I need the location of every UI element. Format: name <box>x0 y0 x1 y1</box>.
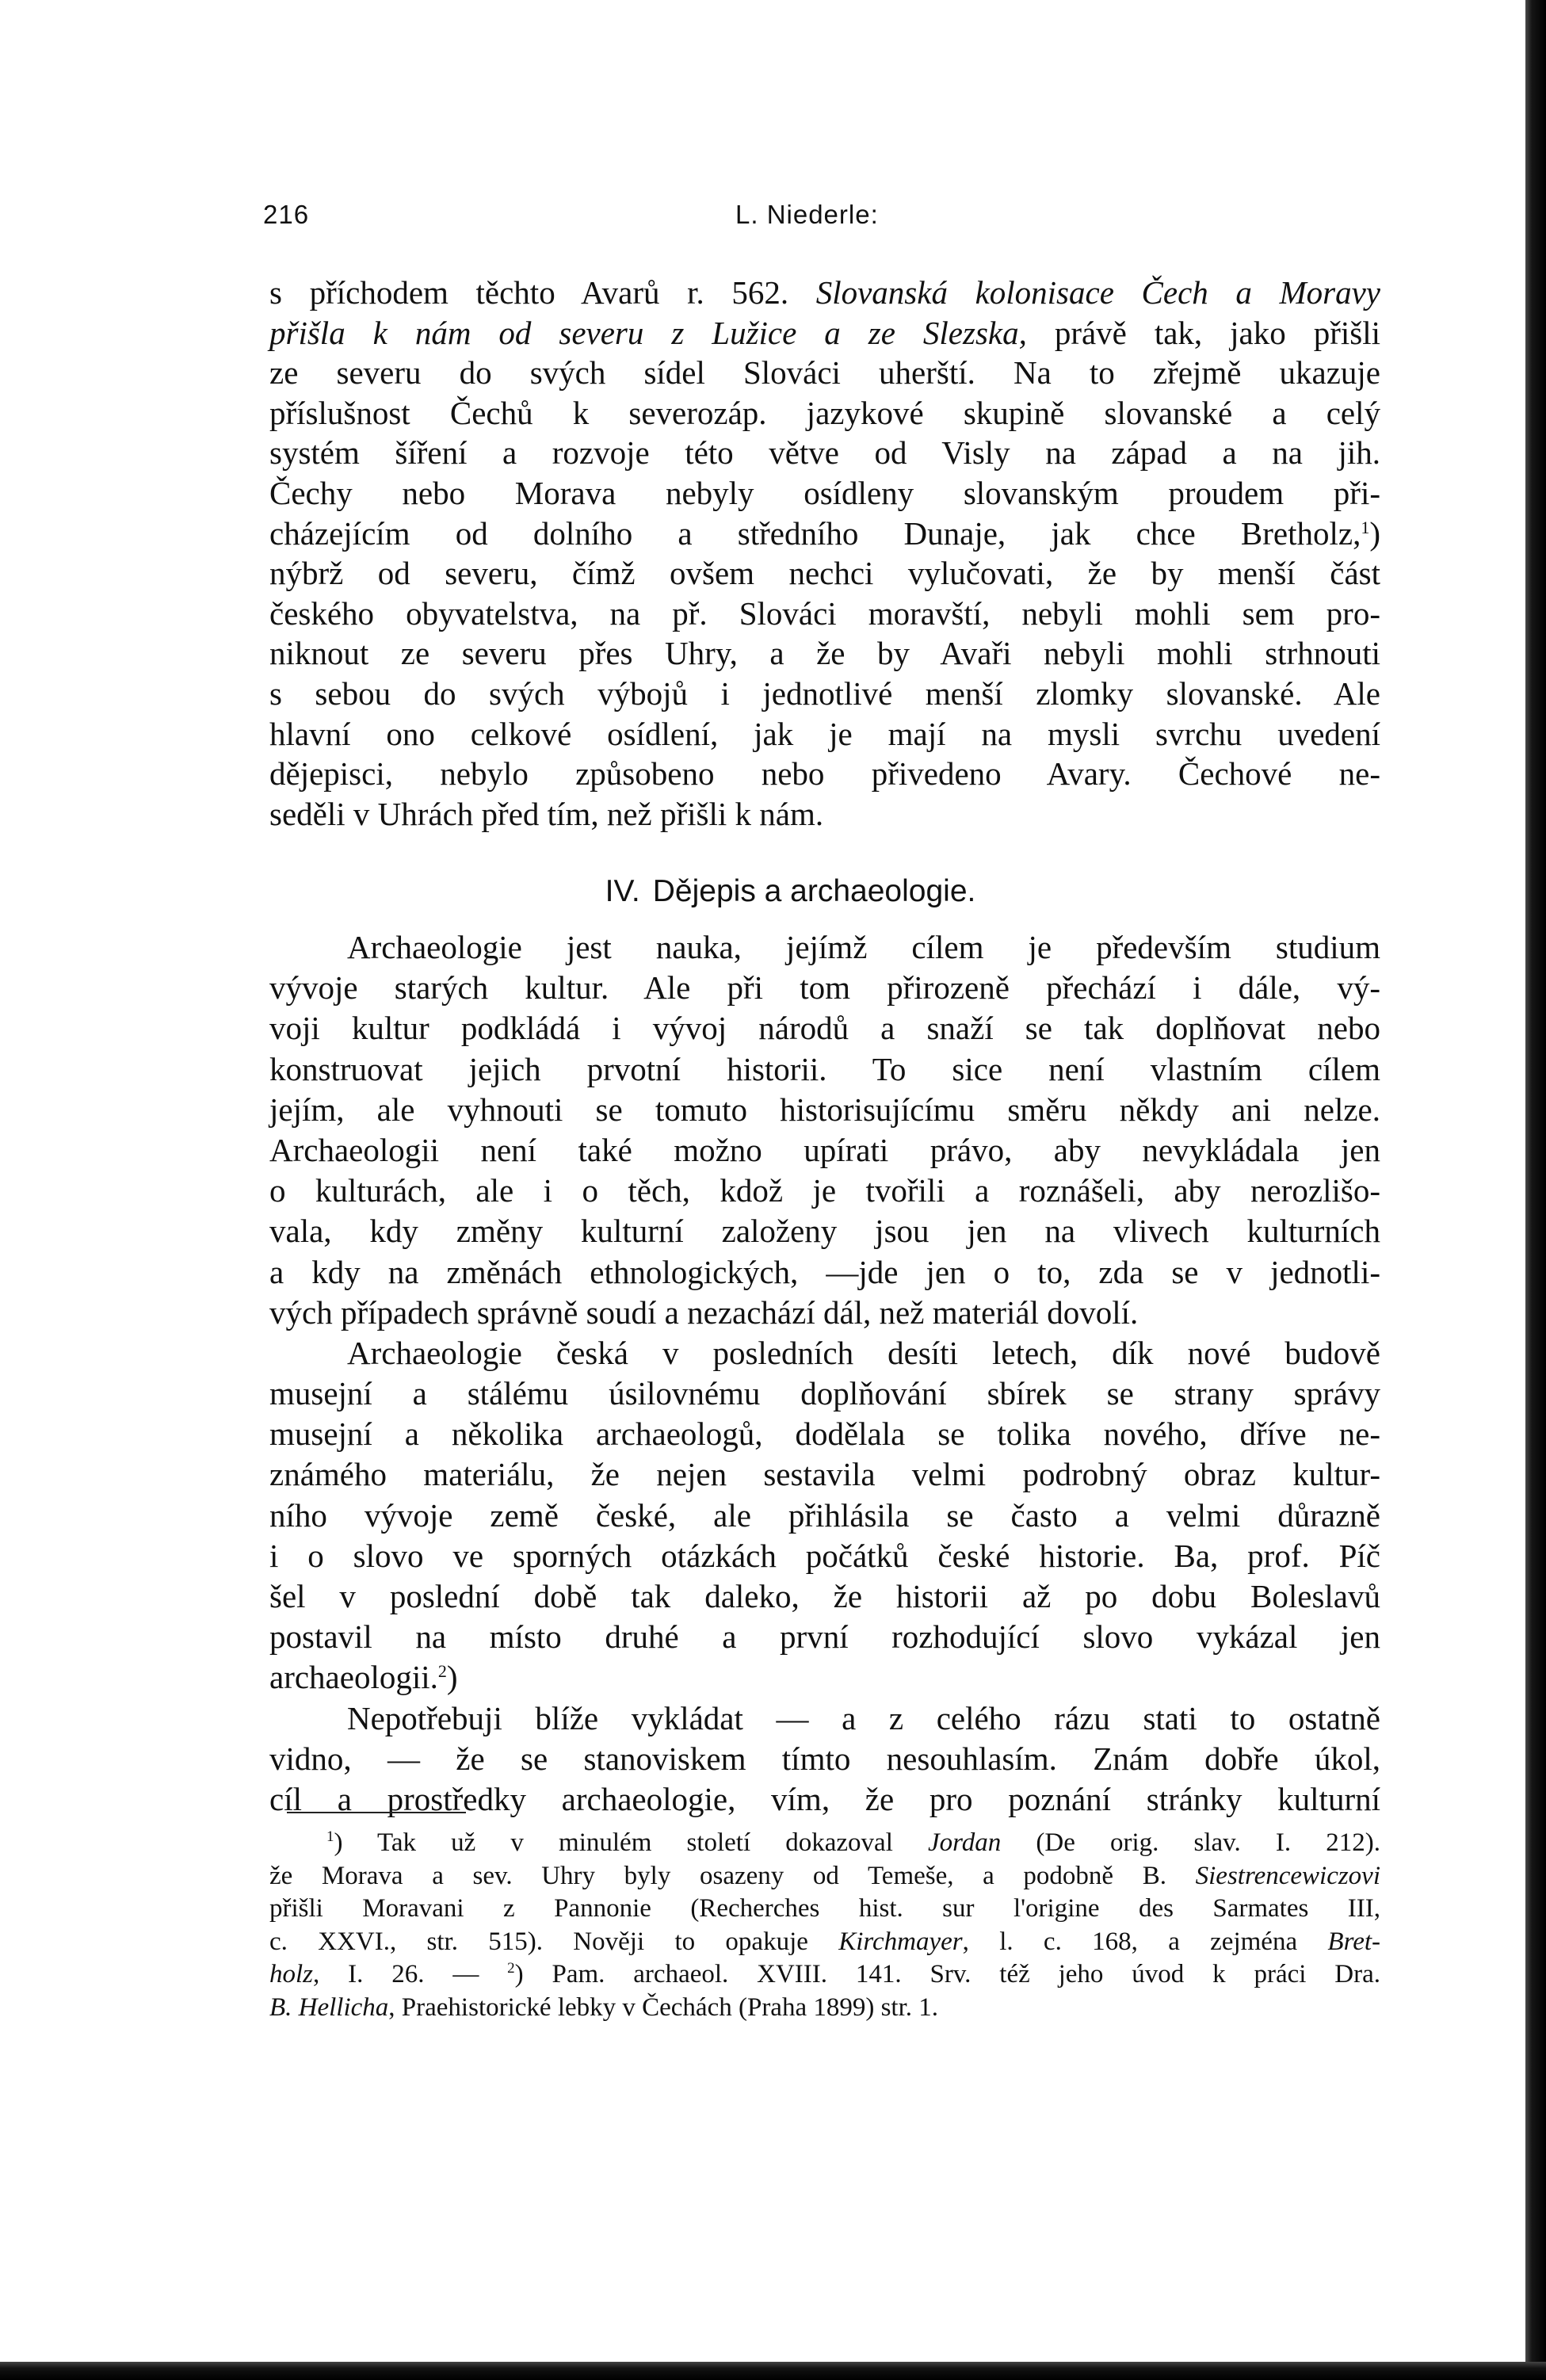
text-line: Archaeologii není také možno upírati právo, aby nevykládala jen <box>269 1131 1380 1168</box>
footnote-line: holz, I. 26. — $^2$) Pam. archaeol. XVIII. 141. Srv. též jeho úvod k práci Dra. <box>269 1960 1380 1989</box>
italic-phrase: přišla k nám od severu z Lužice a ze Slezska, <box>269 314 1055 351</box>
section-numeral: IV. <box>605 874 640 908</box>
text-line: postavil na místo druhé a první rozhodující slovo vykázal jen <box>269 1618 1380 1656</box>
footnote-line: přišli Moravani z Pannonie (Recherches hist. sur l'origine des Sarmates III, <box>269 1894 1380 1923</box>
section-2-paragraphs <box>269 927 1380 1820</box>
footnotes <box>269 1827 1380 2025</box>
section-heading <box>0 869 1525 914</box>
scan-border-right <box>1525 0 1546 2380</box>
text-line: seděli v Uhrách před tím, než přišli k nám. <box>269 795 824 832</box>
section-1-paragraph <box>269 273 1380 834</box>
text-line: cíl a prostředky archaeologie, vím, že pro poznání stránky kulturní <box>269 1780 1380 1817</box>
text-line: niknout ze severu přes Uhry, a že by Avaři nebyli mohli strhnouti <box>269 635 1380 672</box>
text-line: českého obyvatelstva, na př. Slováci moravští, nebyli mohli sem pro- <box>269 594 1380 632</box>
text-line: vidno, — že se stanoviskem tímto nesouhlasím. Znám dobře úkol, <box>269 1740 1380 1777</box>
text-line: známého materiálu, že nejen sestavila velmi podrobný obraz kultur- <box>269 1456 1380 1493</box>
footnote-marker: 2 <box>507 1960 515 1977</box>
footnote-reference: 2 <box>437 1661 447 1682</box>
footnote-marker: 1 <box>326 1828 334 1845</box>
text-line: vývoje starých kultur. Ale při tom přirozeně přechází i dále, vý- <box>269 969 1380 1007</box>
running-head-author: L. Niederle: <box>735 200 879 229</box>
footnote-line: c. XXVI., str. 515). Nověji to opakuje Kirchmayer, l. c. 168, a zejména Bret- <box>269 1927 1381 1956</box>
text-line: šel v poslední době tak daleko, že historii až po dobu Boleslavů <box>269 1578 1380 1614</box>
text-line: konstruovat jejich prvotní historii. To sice není vlastním cílem <box>269 1050 1380 1087</box>
text-line: přišla k nám od severu z Lužice a ze Slezska, právě tak, jako přišli <box>269 314 1381 351</box>
section-title: Dějepis a archaeologie. <box>652 874 976 908</box>
text-line: voji kultur podkládá i vývoj národů a snaží se tak doplňovat nebo <box>269 1010 1380 1047</box>
text-line: s příchodem těchto Avarů r. 562. Slovanská kolonisace Čech a Moravy <box>269 274 1381 311</box>
text-line: Archaeologie jest nauka, jejímž cílem je především studium <box>347 929 1380 965</box>
italic-phrase: Slovanská kolonisace Čech a Moravy <box>815 274 1381 311</box>
footnote-reference: 1 <box>1361 517 1370 537</box>
text-line: vých případech správně soudí a nezachází dál, než materiál dovolí. <box>269 1293 1139 1331</box>
running-head <box>0 200 1525 238</box>
text-line: systém šíření a rozvoje této větve od Visly na západ a na jih. <box>269 434 1380 472</box>
text-line: a kdy na změnách ethnologických, —jde jen o to, zda se v jednotli- <box>269 1253 1380 1290</box>
footnote-divider <box>287 1812 466 1813</box>
text-line: musejní a stálému úsilovnému doplňování sbírek se strany správy <box>269 1375 1380 1412</box>
text-line: Archaeologie česká v posledních desíti letech, dík nové budově <box>347 1334 1380 1371</box>
text-line: vala, kdy změny kulturní založeny jsou jen na vlivech kulturních <box>269 1213 1380 1250</box>
text-line: i o slovo ve sporných otázkách počátků české historie. Ba, prof. Píč <box>269 1537 1380 1574</box>
text-line: Nepotřebuji blíže vykládat — a z celého rázu stati to ostatně <box>347 1699 1380 1736</box>
text-line: s sebou do svých výbojů i jednotlivé menší zlomky slovanské. Ale <box>269 674 1380 712</box>
scan-border-bottom <box>0 2362 1546 2380</box>
page-number: 216 <box>263 200 310 229</box>
text-line: nýbrž od severu, čímž ovšem nechci vylučovati, že by menší část <box>269 555 1380 592</box>
text-line: archaeologii.$^2$) <box>269 1659 458 1696</box>
footnote-line: B. Hellicha, Praehistorické lebky v Čechách (Praha 1899) str. 1. <box>269 1992 939 2022</box>
text-line: Čechy nebo Morava nebyly osídleny slovanským proudem při- <box>269 474 1380 511</box>
footnote-line: $^1$) Tak už v minulém století dokazoval Jordan (De orig. slav. I. 212). <box>326 1828 1380 1857</box>
text-line: ze severu do svých sídel Slováci uherští. Na to zřejmě ukazuje <box>269 354 1380 392</box>
text-line: o kulturách, ale i o těch, kdož je tvořili a roznášeli, aby nerozlišo- <box>269 1172 1380 1209</box>
text-line: jejím, ale vyhnouti se tomuto historisujícímu směru někdy ani nelze. <box>269 1091 1380 1128</box>
text-line: dějepisci, nebylo způsobeno nebo přivedeno Avary. Čechové ne- <box>269 755 1380 793</box>
text-line: cházejícím od dolního a středního Dunaje, jak chce Bretholz,$^1$) <box>269 514 1380 552</box>
text-line: musejní a několika archaeologů, dodělala se tolika nového, dříve ne- <box>269 1415 1380 1453</box>
text-line: hlavní ono celkové osídlení, jak je mají na mysli svrchu uvedení <box>269 715 1380 752</box>
footnote-line: že Morava a sev. Uhry byly osazeny od Temeše, a podobně B. Siestrencewiczovi <box>269 1861 1380 1890</box>
text-line: ního vývoje země české, ale přihlásila se často a velmi důrazně <box>269 1496 1380 1534</box>
text-line: příslušnost Čechů k severozáp. jazykové skupině slovanské a celý <box>269 394 1380 431</box>
